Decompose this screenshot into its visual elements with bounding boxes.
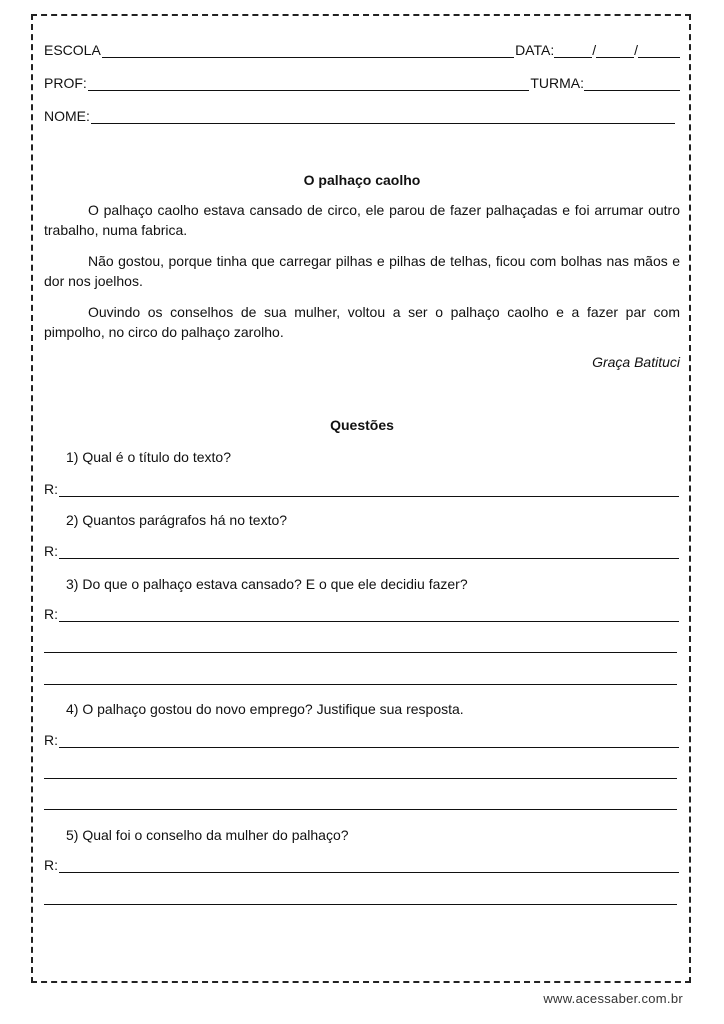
questions-title: Questões [330,417,394,433]
text-title: O palhaço caolho [303,172,421,188]
answer-label: R: [44,543,58,559]
answer-row [44,543,680,559]
author: Graça Batituci [592,354,680,370]
prof-label: PROF: [44,75,87,91]
school-row [44,42,680,58]
answer-line[interactable] [59,735,679,748]
answer-row [44,606,680,622]
answer-line[interactable] [44,904,677,905]
answer-line[interactable] [59,609,679,622]
question-1: 1) Qual é o título do texto? [66,449,231,465]
name-field[interactable] [91,111,675,124]
date-label: DATA: [515,42,555,58]
answer-line[interactable] [44,778,677,779]
question-5: 5) Qual foi o conselho da mulher do palhaço? [66,827,349,843]
school-field[interactable] [102,45,514,58]
date-sep: / [634,42,638,58]
answer-line[interactable] [44,652,677,653]
answer-label: R: [44,732,58,748]
answer-line[interactable] [59,860,679,873]
paragraph-1: O palhaço caolho estava cansado de circo, ele parou de fazer palhaçadas e foi arrumar outro trabalho, numa fabrica. [44,202,680,238]
school-label: ESCOLA [44,42,101,58]
date-day-field[interactable] [554,45,592,58]
answer-label: R: [44,481,58,497]
class-field[interactable] [584,78,680,91]
answer-line[interactable] [59,484,679,497]
answer-row [44,732,680,748]
prof-field[interactable] [88,78,530,91]
paragraph-2: Não gostou, porque tinha que carregar pilhas e pilhas de telhas, ficou com bolhas nas mãos e dor nos joelhos. [44,253,680,289]
date-year-field[interactable] [638,45,680,58]
question-2: 2) Quantos parágrafos há no texto? [66,512,288,528]
footer-site: www.acessaber.com.br [543,991,683,1006]
answer-row [44,481,680,497]
answer-row [44,857,680,873]
date-month-field[interactable] [596,45,634,58]
date-sep: / [592,42,597,58]
prof-row [44,75,680,91]
answer-line[interactable] [44,684,677,685]
paragraph-3: Ouvindo os conselhos de sua mulher, voltou a ser o palhaço caolho e a fazer par com pimpolho, no circo do palhaço zarolho. [44,304,680,340]
question-4: 4) O palhaço gostou do novo emprego? Justifique sua resposta. [66,701,464,717]
name-row [44,108,676,124]
name-label: NOME: [44,108,90,124]
answer-label: R: [44,606,58,622]
question-3: 3) Do que o palhaço estava cansado? E o que ele decidiu fazer? [66,576,468,592]
class-label: TURMA: [530,75,584,91]
answer-label: R: [44,857,58,873]
answer-line[interactable] [59,546,679,559]
answer-line[interactable] [44,809,677,810]
